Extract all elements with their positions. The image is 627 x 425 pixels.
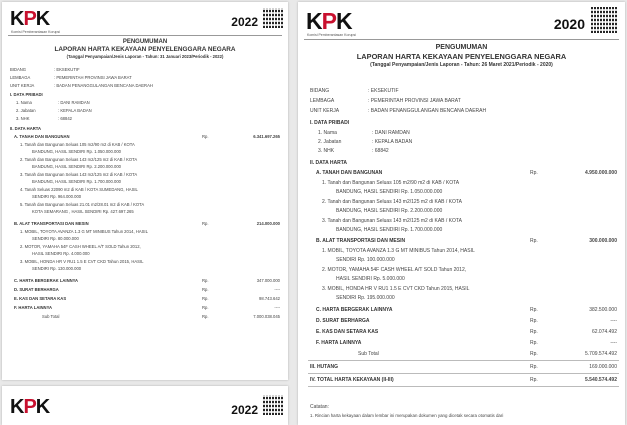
currency-label: Rp. [530,377,538,383]
jabatan-label: 2. Jabatan [16,108,36,113]
currency-label: Rp. [530,307,538,313]
kpk-logo: KPK [10,396,50,418]
nhk-label: 3. NHK [318,148,335,154]
total-harta-label: IV. TOTAL HARTA KEKAYAAN (II-III) [310,377,394,383]
tanah-bangunan-amount: 4.950.000.000 [585,170,617,176]
data-harta-heading: II. DATA HARTA [310,160,348,166]
currency-label: Rp. [530,340,538,346]
nhk-label: 3. NHK [16,116,30,121]
jabatan-value: : KEPALA BADAN [58,108,92,113]
subtotal-amount: 7.000.038.045 [253,314,280,319]
lembaga-value: : PEMERINTAH PROVINSI JAWA BARAT [368,98,461,104]
asset-item-detail: BANDUNG, HASIL SENDIRI Rp. 1.050.000.000 [32,149,121,154]
vehicle-item: 2. MOTOR, YAMAHA 54F CASH WHEEL A/T SOLD Tahun 2012, [322,267,467,273]
lembaga-value: : PEMERINTAH PROVINSI JAWA BARAT [54,75,132,80]
nhk-value: : 68842 [372,148,389,154]
vehicle-item-detail: HASIL SENDIRI Rp. 4.000.000 [32,251,90,256]
qr-code-icon [263,395,283,415]
unit-kerja-label: UNIT KERJA [310,108,340,114]
asset-item: 2. Tanah dan Bangunan Seluas 143 m2/125 m2 di KAB / KOTA [322,199,462,205]
vehicle-item: 1. MOBIL, TOYOTA AVANZA 1.3 G MT MINIBUS Tahun 2014, HASIL [20,229,148,234]
kas-label: E. KAS DAN SETARA KAS [316,329,379,335]
asset-item-detail: BANDUNG, HASIL SENDIRI Rp. 1.700.000.000 [336,227,443,233]
kpk-logo-subtitle: Komisi Pemberantasan Korupsi [11,30,61,34]
surat-berharga-label: D. SURAT BERHARGA [14,287,59,292]
lhkpn-2022-next-page [2,386,288,425]
kas-amount: 62.074.492 [591,329,617,335]
announcement-heading: PENGUMUMAN [122,39,168,45]
vehicle-item-detail: SENDIRI Rp. 195.000.000 [336,295,395,301]
page-header [298,2,625,42]
currency-label: Rp. [202,287,209,292]
report-title: LAPORAN HARTA KEKAYAAN PENYELENGGARA NEGARA [356,52,567,61]
total-harta-amount: 5.540.574.492 [585,377,617,383]
harta-lainnya-amount: ---- [610,340,617,346]
vehicle-item: 3. MOBIL, HONDA HR V RU1 1.5 E CVT CKD Tahun 2015, HASIL [322,286,470,292]
tanah-bangunan-label: A. TANAH DAN BANGUNAN [316,170,383,176]
unit-kerja-value: : BADAN PENANGGULANGAN BENCANA DAERAH [54,83,153,88]
qr-code-icon [591,7,617,33]
subtotal-label: Sub Total [358,351,379,357]
data-pribadi-heading: I. DATA PRIBADI [310,120,350,126]
hutang-label: III. HUTANG [310,364,338,370]
alat-transportasi-label: B. ALAT TRANSPORTASI DAN MESIN [14,221,89,226]
tanah-bangunan-amount: 6.341.697.265 [253,134,280,139]
asset-item: 3. Tanah dan Bangunan Seluas 143 m2/125 m2 di KAB / KOTA [20,172,138,177]
harta-lainnya-amount: ---- [274,305,280,310]
hutang-amount: 169.000.000 [589,364,617,370]
currency-label: Rp. [202,314,209,319]
vehicle-item: 1. MOBIL, TOYOTA AVANZA 1.3 G MT MINIBUS Tahun 2014, HASIL [322,248,475,254]
currency-label: Rp. [202,278,209,283]
currency-label: Rp. [530,329,538,335]
kpk-logo-subtitle: Komisi Pemberantasan Korupsi [307,33,357,37]
catatan-text: 1. Rincian harta kekayaan dalam lembar ini merupakan dokumen yang dicetak secara otomatis dari [310,413,504,418]
data-harta-heading: II. DATA HARTA [10,126,42,131]
report-year: 2020 [553,16,585,32]
asset-item-detail: KOTA SEMARANG , HASIL SENDIRI Rp. 427.697.265 [32,209,134,214]
header-divider [8,35,282,36]
kas-label: E. KAS DAN SETARA KAS [14,296,67,301]
asset-item: 2. Tanah dan Bangunan Seluas 143 m2/125 m2 di KAB / KOTA [20,157,138,162]
harta-bergerak-label: C. HARTA BERGERAK LAINNYA [14,278,79,283]
page-header [2,2,288,42]
currency-label: Rp. [530,170,538,176]
harta-bergerak-amount: 382.500.000 [589,307,617,313]
alat-transportasi-label: B. ALAT TRANSPORTASI DAN MESIN [316,238,406,244]
nama-value: : DANI RAMDAN [58,100,90,105]
asset-item: 1. Tanah dan Bangunan Seluas 105 m2/90 m2 di KAB / KOTA [322,180,460,186]
report-subtitle: (Tanggal Penyampaian/Jenis Laporan - Tahun: 26 Maret 2021/Periodik - 2020) [370,62,553,68]
bidang-value: : EKSEKUTIF [54,67,80,72]
jabatan-label: 2. Jabatan [318,139,342,145]
kas-amount: 98.743.642 [259,296,280,301]
currency-label: Rp. [530,318,538,324]
asset-item-detail: BANDUNG, HASIL SENDIRI Rp. 1.050.000.000 [336,189,443,195]
unit-kerja-value: : BADAN PENANGGULANGAN BENCANA DAERAH [368,108,487,114]
kpk-logo: KPK [306,8,352,34]
bidang-label: BIDANG [10,67,27,72]
asset-item-detail: BANDUNG, HASIL SENDIRI Rp. 1.700.000.000 [32,179,121,184]
asset-item: 3. Tanah dan Bangunan Seluas 143 m2/125 m2 di KAB / KOTA [322,218,462,224]
report-year: 2022 [231,403,258,417]
asset-item: 4. Tanah Seluas 22090 m2 di KAB / KOTA SUMEDANG, HASIL [20,187,138,192]
harta-lainnya-label: F. HARTA LAINNYA [14,305,52,310]
nama-label: 1. Nama [16,100,32,105]
announcement-heading: PENGUMUMAN [435,44,488,51]
header-divider [304,39,619,40]
catatan-label: Catatan: [310,404,329,410]
alat-transportasi-amount: 214.000.000 [256,221,280,226]
asset-item: 5. Tanah dan Bangunan Seluas 21.01 m2/28.01 m2 di KAB / KOTA [20,202,145,207]
vehicle-item-detail: SENDIRI Rp. 130.000.000 [32,266,82,271]
subtotal-amount: 5.709.574.492 [585,351,617,357]
subtotal-label: Sub Total [42,314,60,319]
vehicle-item: 3. MOBIL, HONDA HR V RU1 1.5 E CVT CKD Tahun 2015, HASIL [20,259,144,264]
report-title: LAPORAN HARTA KEKAYAAN PENYELENGGARA NEGARA [54,46,236,53]
harta-lainnya-label: F. HARTA LAINNYA [316,340,362,346]
harta-bergerak-amount: 347.000.000 [256,278,280,283]
jabatan-value: : KEPALA BADAN [372,139,413,145]
currency-label: Rp. [202,296,209,301]
section-divider [308,360,619,361]
currency-label: Rp. [530,238,538,244]
bidang-label: BIDANG [310,88,330,94]
currency-label: Rp. [530,351,538,357]
section-divider [308,386,619,387]
lhkpn-2020-page [298,2,625,425]
asset-item-detail: BANDUNG, HASIL SENDIRI Rp. 2.200.000.000 [336,208,443,214]
harta-bergerak-label: C. HARTA BERGERAK LAINNYA [316,307,393,313]
lhkpn-2022-page [2,2,288,380]
lembaga-label: LEMBAGA [10,75,31,80]
tanah-bangunan-label: A. TANAH DAN BANGUNAN [14,134,70,139]
vehicle-item: 2. MOTOR, YAMAHA 54F CASH WHEEL A/T SOLD Tahun 2012, [20,244,141,249]
currency-label: Rp. [530,364,538,370]
nama-label: 1. Nama [318,130,337,136]
vehicle-item-detail: SENDIRI Rp. 80.000.000 [32,236,79,241]
currency-label: Rp. [202,134,209,139]
vehicle-item-detail: HASIL SENDIRI Rp. 5.000.000 [336,276,405,282]
report-subtitle: (Tanggal Penyampaian/Jenis Laporan - Tahun: 31 Januari 2023/Periodik - 2022) [66,54,224,59]
asset-item-detail: BANDUNG, HASIL SENDIRI Rp. 2.200.000.000 [32,164,121,169]
section-divider [308,373,619,374]
vehicle-item-detail: SENDIRI Rp. 100.000.000 [336,257,395,263]
kpk-logo: KPK [10,8,50,30]
surat-berharga-amount: ---- [274,287,280,292]
alat-transportasi-amount: 300.000.000 [589,238,617,244]
currency-label: Rp. [202,305,209,310]
asset-item-detail: SENDIRI Rp. 964.000.000 [32,194,82,199]
surat-berharga-label: D. SURAT BERHARGA [316,318,370,324]
currency-label: Rp. [202,221,209,226]
qr-code-icon [263,8,283,28]
asset-item: 1. Tanah dan Bangunan Seluas 105 m2/90 m2 di KAB / KOTA [20,142,135,147]
unit-kerja-label: UNIT KERJA [10,83,35,88]
data-pribadi-heading: I. DATA PRIBADI [10,92,43,97]
nhk-value: : 68842 [58,116,72,121]
nama-value: : DANI RAMDAN [372,130,410,136]
report-year: 2022 [231,15,258,29]
bidang-value: : EKSEKUTIF [368,88,399,94]
lembaga-label: LEMBAGA [310,98,335,104]
surat-berharga-amount: ---- [610,318,617,324]
